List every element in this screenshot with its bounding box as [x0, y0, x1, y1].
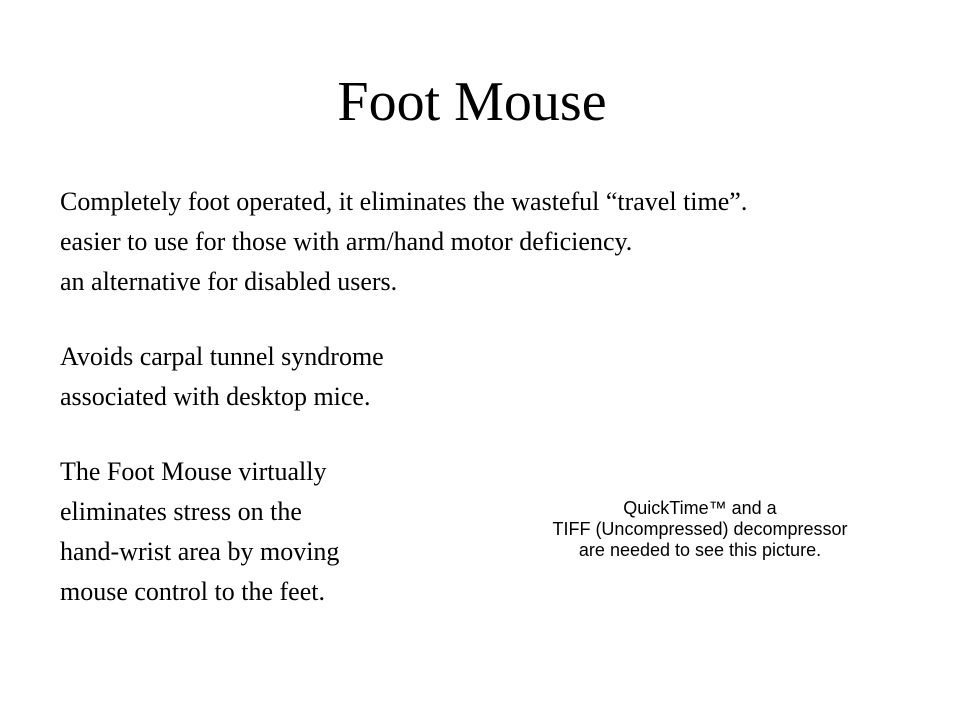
- body-line: eliminates stress on the: [60, 497, 302, 526]
- body-line: Completely foot operated, it eliminates the wasteful “travel time”.: [60, 187, 748, 216]
- slide-body: [60, 182, 930, 647]
- body-line: easier to use for those with arm/hand motor deficiency.: [60, 227, 633, 256]
- body-line: mouse control to the feet.: [60, 577, 325, 606]
- quicktime-image-placeholder: [510, 498, 890, 561]
- body-line: an alternative for disabled users.: [60, 267, 398, 296]
- paragraph-carpal-tunnel: [60, 337, 930, 417]
- placeholder-line: TIFF (Uncompressed) decompressor: [552, 519, 848, 539]
- placeholder-line: QuickTime™ and a: [623, 498, 777, 518]
- body-line: associated with desktop mice.: [60, 382, 371, 411]
- body-line: Avoids carpal tunnel syndrome: [60, 342, 384, 371]
- placeholder-line: are needed to see this picture.: [578, 540, 822, 560]
- body-line: hand-wrist area by moving: [60, 537, 340, 566]
- paragraph-benefits: [60, 182, 930, 302]
- body-line: The Foot Mouse virtually: [60, 457, 327, 486]
- slide-title: Foot Mouse: [337, 71, 607, 133]
